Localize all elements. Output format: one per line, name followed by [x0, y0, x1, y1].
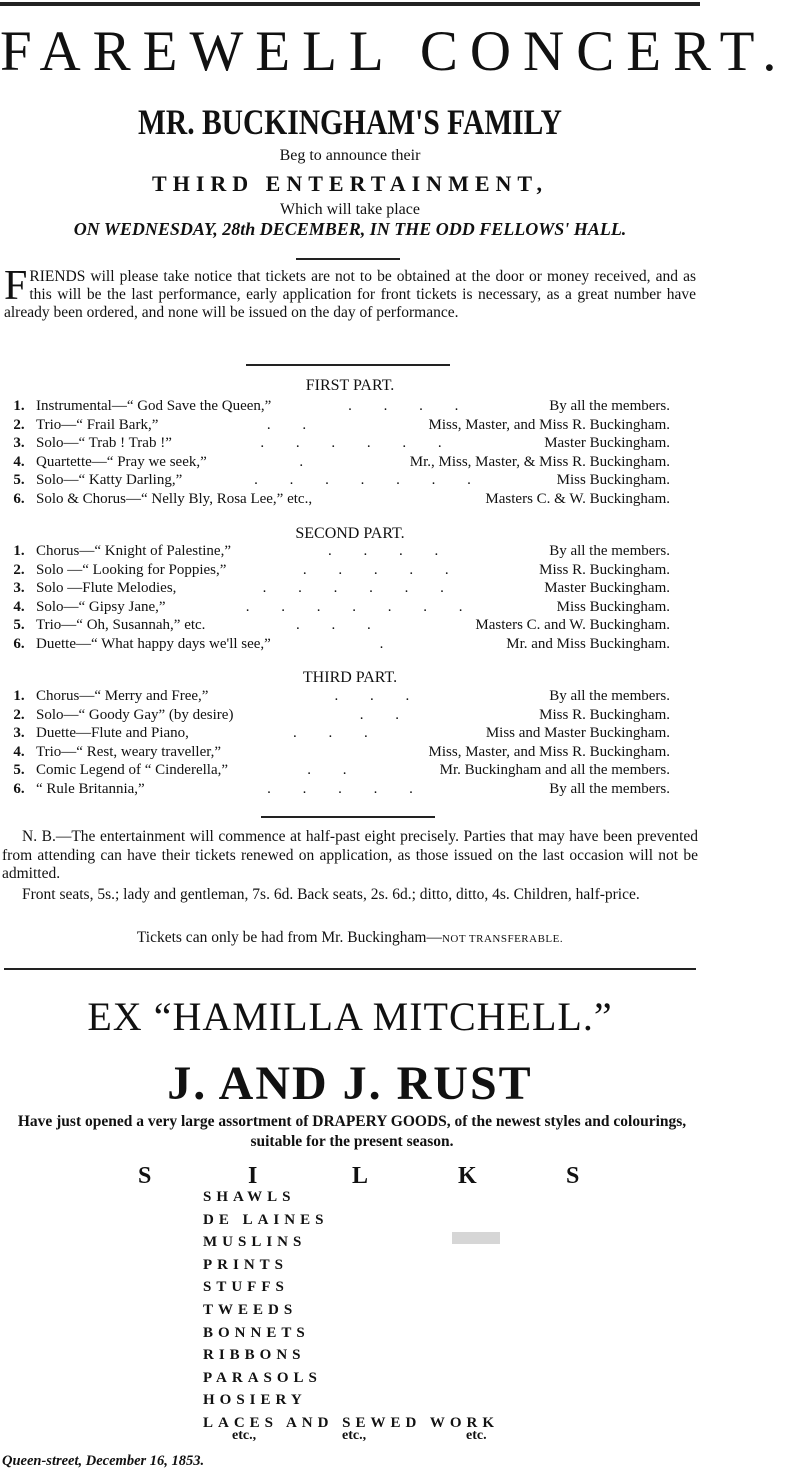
item-piece: Solo —Flute Melodies, [36, 580, 177, 596]
item-piece: Duette—“ What happy days we'll see,” [36, 635, 271, 652]
item-number: 5. [13, 617, 25, 633]
item-piece: Chorus—“ Knight of Palestine,” [36, 543, 231, 559]
goods-item: TWEEDS [203, 1301, 298, 1318]
concert-title: FAREWELL CONCERT. [0, 20, 788, 83]
item-leader-dots: . [299, 453, 318, 470]
item-performers: Miss Buckingham. [556, 472, 670, 488]
drop-cap: F [4, 263, 28, 309]
item-piece: Trio—“ Oh, Susannah,” etc. [36, 617, 206, 633]
program-item [4, 472, 670, 491]
item-leader-dots: . . . [296, 617, 385, 633]
notice-paragraph [4, 263, 696, 322]
etc-text: etc., [232, 1428, 257, 1443]
item-number: 5. [13, 762, 25, 778]
silks-letter: I [248, 1163, 258, 1189]
item-leader-dots: . [379, 635, 398, 652]
ship-heading: EX “HAMILLA MITCHELL.” [87, 994, 613, 1039]
item-piece: Instrumental—“ God Save the Queen,” [36, 398, 272, 414]
item-performers: Mr., Miss, Master, & Miss R. Buckingham. [409, 453, 670, 470]
item-piece: Solo—“ Trab ! Trab !” [36, 435, 172, 451]
program-item [4, 543, 670, 562]
goods-item: SHAWLS [203, 1189, 296, 1205]
item-leader-dots: . . . . . . [262, 580, 458, 596]
nb-note: N. B.—The entertainment will commence at half-past eight precisely. Parties that may have been prevented from attending can have their tickets renewed on application, as those issued on the last occasion will not be admitted. [2, 828, 698, 882]
etc-text: etc., [342, 1428, 367, 1443]
tickets-text: Tickets can only be had from Mr. Buckingham— [136, 929, 442, 946]
item-leader-dots: . . [359, 706, 413, 723]
item-number: 1. [13, 398, 25, 414]
program-item [4, 599, 670, 618]
goods-item: BONNETS [203, 1324, 310, 1341]
item-piece: Quartette—“ Pray we seek,” [36, 453, 207, 470]
program-item [4, 707, 670, 726]
item-leader-dots: . . . . . . . [254, 472, 485, 488]
item-performers: Miss R. Buckingham. [539, 561, 670, 578]
program-list [4, 398, 670, 509]
item-leader-dots: . . . . . . [260, 435, 456, 451]
item-leader-dots: . . [307, 762, 361, 778]
program-item [4, 781, 670, 800]
firm-name: J. AND J. RUST [167, 1057, 533, 1110]
item-number: 5. [13, 472, 25, 488]
tickets-note [0, 928, 700, 949]
goods-item: LACES AND SEWED WORK [203, 1414, 500, 1431]
divider-rule [296, 258, 400, 260]
item-piece: Chorus—“ Merry and Free,” [36, 688, 209, 704]
item-number: 2. [13, 561, 25, 578]
program-part-title: FIRST PART. [305, 377, 395, 394]
program-part-title: THIRD PART. [302, 669, 398, 686]
item-number: 6. [13, 490, 25, 507]
item-performers: Miss, Master, and Miss R. Buckingham. [428, 416, 670, 433]
item-performers: Masters C. & W. Buckingham. [485, 490, 670, 507]
item-leader-dots: . . . . . . . [245, 598, 477, 615]
program-item [4, 417, 670, 436]
item-piece: Solo—“ Gipsy Jane,” [36, 598, 166, 615]
item-performers: Masters C. and W. Buckingham. [475, 617, 670, 633]
not-transferable: NOT TRANSFERABLE. [441, 933, 564, 945]
item-piece: Solo—“ Goody Gay” (by desire) [36, 706, 234, 723]
program-part-title: SECOND PART. [295, 525, 405, 542]
item-number: 3. [13, 580, 25, 596]
silks-letter: S [138, 1163, 152, 1189]
program-list [4, 688, 670, 799]
item-piece: Trio—“ Rest, weary traveller,” [36, 743, 222, 760]
item-number: 2. [13, 416, 25, 433]
ticket-prices: Front seats, 5s.; lady and gentleman, 7s. 6d. Back seats, 2s. 6d.; ditto, ditto, 4s. Children, half-price. [22, 886, 640, 903]
item-performers: Master Buckingham. [544, 435, 670, 451]
goods-item: MUSLINS [203, 1234, 307, 1251]
item-leader-dots: . . . . [348, 398, 473, 414]
program-item [4, 688, 670, 707]
program-item [4, 435, 670, 454]
item-piece: Comic Legend of “ Cinderella,” [36, 762, 229, 778]
item-performers: Miss, Master, and Miss R. Buckingham. [428, 743, 670, 760]
goods-list [203, 1186, 499, 1435]
item-performers: Master Buckingham. [544, 580, 670, 596]
item-performers: By all the members. [549, 688, 670, 704]
item-number: 4. [13, 743, 25, 760]
goods-item: STUFFS [203, 1279, 289, 1296]
program-item [4, 454, 670, 473]
item-number: 3. [13, 725, 25, 741]
item-leader-dots: . . . [293, 725, 382, 741]
item-piece: Solo—“ Katty Darling,” [36, 472, 183, 488]
which-line: Which will take place [280, 201, 420, 218]
item-number: 6. [13, 635, 25, 652]
divider-rule [246, 364, 450, 366]
program-item [4, 617, 670, 636]
program-item [4, 398, 670, 417]
item-number: 4. [13, 453, 25, 470]
program-item [4, 562, 670, 581]
program-item [4, 491, 670, 510]
item-performers: Miss and Master Buckingham. [485, 725, 670, 741]
program-list [4, 543, 670, 654]
notice-text: RIENDS will please take notice that tickets are not to be obtained at the door or money received, and as this will be the last performance, early application for front tickets is necessary, as a great number have already been ordered, and none will be issued on the day of performance. [4, 268, 696, 321]
item-performers: Miss Buckingham. [556, 598, 670, 615]
item-piece: “ Rule Britannia,” [36, 780, 145, 797]
item-piece: Duette—Flute and Piano, [36, 725, 189, 741]
item-leader-dots: . . . . [327, 543, 453, 559]
announce-line: Beg to announce their [279, 147, 421, 164]
item-piece: Solo & Chorus—“ Nelly Bly, Rosa Lee,” etc., [36, 490, 313, 507]
goods-item: RIBBONS [203, 1347, 306, 1364]
item-performers: Miss R. Buckingham. [539, 706, 670, 723]
program-item [4, 744, 670, 763]
silks-letter: K [458, 1163, 477, 1189]
goods-item: PRINTS [203, 1256, 289, 1273]
item-number: 1. [13, 543, 25, 559]
item-performers: By all the members. [549, 543, 670, 559]
program-item [4, 725, 670, 744]
item-leader-dots: . . [266, 416, 321, 433]
item-piece: Solo —“ Looking for Poppies,” [36, 561, 227, 578]
item-performers: Mr. and Miss Buckingham. [506, 635, 670, 652]
item-performers: Mr. Buckingham and all the members. [439, 762, 670, 778]
item-number: 6. [13, 780, 25, 797]
item-performers: By all the members. [549, 398, 670, 414]
silks-letter: L [352, 1163, 369, 1189]
divider-rule [261, 816, 435, 818]
item-number: 1. [13, 688, 25, 704]
item-number: 4. [13, 598, 25, 615]
silks-letter: S [566, 1163, 580, 1189]
entertainment-heading: THIRD ENTERTAINMENT, [152, 171, 548, 196]
item-number: 3. [13, 435, 25, 451]
goods-item: PARASOLS [203, 1369, 322, 1386]
item-number: 2. [13, 706, 25, 723]
item-piece: Trio—“ Frail Bark,” [36, 416, 159, 433]
opened-paragraph: Have just opened a very large assortment of DRAPERY GOODS, of the newest styles and colourings, suitable for the present season. [17, 1113, 687, 1150]
item-leader-dots: . . . . . [267, 780, 427, 797]
date-venue-line: ON WEDNESDAY, 28th DECEMBER, IN THE ODD FELLOWS' HALL. [73, 219, 627, 239]
item-leader-dots: . . . [334, 688, 424, 704]
section-divider [4, 968, 696, 970]
family-heading: MR. BUCKINGHAM'S FAMILY [138, 102, 562, 142]
program-item [4, 580, 670, 599]
goods-item: DE LAINES [203, 1211, 329, 1228]
program-item [4, 636, 670, 655]
top-border-rule [0, 2, 700, 6]
etc-text: etc. [466, 1428, 487, 1443]
item-leader-dots: . . . . . [302, 561, 463, 578]
address-date-footer: Queen-street, December 16, 1853. [2, 1453, 205, 1469]
program-item [4, 762, 670, 781]
item-performers: By all the members. [549, 780, 670, 797]
goods-item: HOSIERY [203, 1392, 307, 1409]
